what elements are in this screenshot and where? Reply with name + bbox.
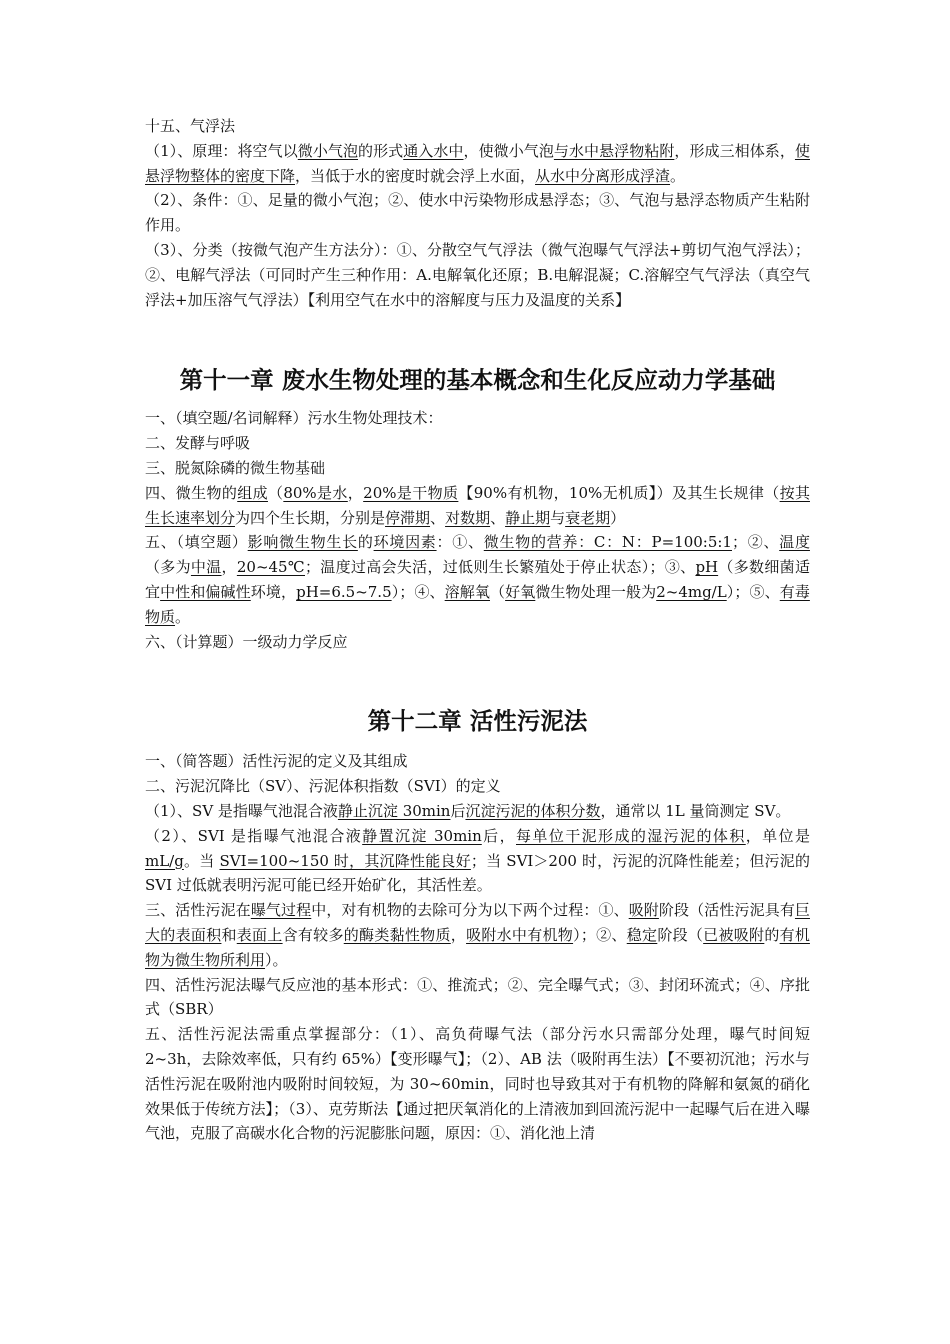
- paragraph: [145, 481, 810, 531]
- underlined-text: 静止期: [505, 508, 551, 527]
- paragraph: [145, 898, 810, 972]
- text-run: ，: [347, 483, 364, 502]
- text-run: 的: [357, 533, 374, 552]
- text-run: ）；②、: [573, 925, 627, 944]
- text-run: 。: [670, 166, 686, 185]
- underlined-text: 静止沉淀 30min: [337, 801, 451, 820]
- text-run: 六、（计算题）一级动力学反应: [145, 632, 348, 651]
- underlined-text: 吸附水中有机物: [466, 925, 574, 944]
- underlined-text: 稳定: [626, 925, 658, 944]
- text-run: 后，: [481, 826, 516, 845]
- text-run: 为四个生长期，分别是: [235, 508, 386, 527]
- paragraph: [145, 630, 810, 655]
- text-run: 中，对有机物的去除可分为以下两个过程：①、: [311, 901, 629, 920]
- text-run: 五、活性污泥法需重点掌握部分：（1）、高负荷曝气法（部分污水只需部分处理，曝气时间短 2~3h，去除效率低，只有约 65%）【变形曝气】；（2）、AB 法（吸附再生法）【不要初沉池；污水与活性污泥在吸附池内吸附时间较短，为 30~60min，同时也导致其对于有机物的降解和氨氮的硝化效果低于传统方法】；（3）、克劳斯法【通过把厌氧消化的上清液加到回流污泥中一起曝气后在进入曝气池，克服了高碳水化合物的污泥膨胀问题，原因：①、消化池上清: [145, 1025, 810, 1143]
- underlined-text: pH: [695, 558, 719, 577]
- chapter-11-body: [145, 406, 810, 654]
- text-run: 四、活性污泥法曝气反应池的基本形式：①、推流式；②、完全曝气式；③、封闭环流式；④、序批式（SBR）: [145, 975, 810, 1019]
- text-run: ，使微小气泡: [463, 141, 554, 160]
- underlined-text: 好氧: [505, 582, 536, 601]
- paragraph: [145, 799, 810, 824]
- text-run: 阶段（活性污泥具有: [658, 901, 795, 920]
- text-run: 。: [175, 607, 191, 626]
- text-run: 后: [450, 801, 466, 820]
- text-run: （2）、SVI 是指曝气池混合液: [145, 826, 363, 845]
- text-run: 和: [221, 925, 237, 944]
- paragraph: [145, 749, 810, 774]
- underlined-text: 环境因素: [373, 533, 437, 552]
- underlined-text: 静置沉淀 30min: [362, 826, 482, 845]
- underlined-text: 20%是干物质: [363, 483, 459, 502]
- paragraph: [145, 238, 810, 312]
- text-run: 二、发酵与呼吸: [145, 434, 251, 453]
- underlined-text: 有机物为微生物所利用: [145, 925, 810, 969]
- underlined-text: 溶解氧: [444, 582, 490, 601]
- underlined-text: 的酶类黏性物质: [343, 925, 451, 944]
- text-run: 。当: [183, 851, 220, 870]
- text-run: ，: [221, 558, 237, 577]
- text-run: 三、活性污泥在: [145, 901, 251, 920]
- text-run: ；②、: [731, 533, 780, 552]
- underlined-text: 已被吸附: [703, 925, 765, 944]
- underlined-text: 与水中悬浮物粘附: [553, 141, 675, 160]
- paragraph: [145, 188, 810, 238]
- section-15-title: 十五、气浮法: [145, 117, 236, 135]
- underlined-text: 80%是水: [283, 483, 348, 502]
- underlined-text: 微小气泡: [297, 141, 359, 160]
- text-run: ，形成三相体系，: [674, 141, 795, 160]
- text-run: （3）、分类（按微气泡产生方法分）：①、分散空气气浮法（微气泡曝气气浮法+剪切气泡气浮法）；②、电解气浮法（可同时产生三种作用：A.电解氧化还原；B.电解混凝；C.溶解空气气浮法（真空气浮法+加压溶气气浮法）【利用空气在水中的溶解度与压力及温度的关系】: [145, 240, 810, 309]
- underlined-text: 停滞期: [385, 508, 431, 527]
- text-run: （2）、条件：①、足量的微小气泡；②、使水中污染物形成悬浮态；③、气泡与悬浮态物质产生粘附作用。: [145, 191, 810, 235]
- text-run: ）。: [265, 950, 288, 969]
- underlined-text: 从水中分离形成浮渣: [535, 166, 671, 185]
- text-run: （多为: [145, 558, 191, 577]
- text-run: ，单位是: [745, 826, 810, 845]
- text-run: 含有较多: [282, 925, 344, 944]
- text-run: 的形式: [358, 141, 404, 160]
- text-run: ，: [450, 925, 467, 944]
- text-run: 四、微生物的: [145, 483, 238, 502]
- text-run: ，通常以 1L 量筒测定 SV。: [600, 801, 791, 820]
- underlined-text: 通入水中: [403, 141, 464, 160]
- underlined-text: 曝气过程: [250, 901, 312, 920]
- text-run: （1）、SV 是指曝气池混合液: [145, 801, 338, 820]
- text-run: 、: [490, 508, 506, 527]
- text-run: ；当 SVI＞200 时，污泥的沉降性能差；但污泥的 SVI 过低就表明污泥可能已经开始矿化，其活性差。: [145, 851, 810, 895]
- text-run: ）: [610, 508, 626, 527]
- text-run: 一、（简答题）活性污泥的定义及其组成: [145, 752, 408, 771]
- paragraph: [145, 139, 810, 189]
- text-run: 环境，: [250, 582, 297, 601]
- text-run: （: [267, 483, 284, 502]
- chapter-12-title: 第十二章 活性污泥法: [367, 707, 588, 736]
- underlined-text: 按其生长速率划分: [145, 483, 810, 527]
- paragraph: [145, 973, 810, 1023]
- underlined-text: mL/g: [145, 851, 184, 870]
- underlined-text: SVI=100~150 时，其沉降性能良好: [219, 851, 471, 870]
- paragraph: [145, 530, 810, 629]
- text-run: 【90%有机物，10%无机质】）及其生长规律（: [458, 483, 780, 502]
- text-run: ）；④、: [391, 582, 445, 601]
- text-run: ；温度过高会失活，过低则生长繁殖处于停止状态）；③、: [305, 558, 696, 577]
- underlined-text: 吸附: [628, 901, 659, 920]
- underlined-text: 衰老期: [565, 508, 611, 527]
- underlined-text: pH=6.5~7.5: [296, 582, 392, 601]
- text-run: ：①、: [436, 533, 484, 552]
- text-run: （: [490, 582, 506, 601]
- text-run: 阶段（: [657, 925, 704, 944]
- text-run: ，当低于水的密度时就会浮上水面，: [295, 166, 536, 185]
- underlined-text: 沉淀污泥的体积分数: [465, 801, 601, 820]
- underlined-text: 温度: [779, 533, 810, 552]
- underlined-text: 表面上: [236, 925, 283, 944]
- underlined-text: 微生物的营养：C：N：P=100:5:1: [483, 533, 732, 552]
- underlined-text: 巨大的表面积: [145, 901, 810, 944]
- text-run: 的: [764, 925, 780, 944]
- underlined-text: 使悬浮物整体的密度下降: [145, 141, 810, 185]
- text-run: 二、污泥沉降比（SV）、污泥体积指数（SVI）的定义: [145, 777, 501, 796]
- underlined-text: 2~4mg/L: [656, 582, 727, 601]
- underlined-text: 有毒物质: [145, 582, 810, 626]
- underlined-text: 中温: [190, 558, 222, 577]
- underlined-text: 20~45℃: [236, 558, 305, 577]
- text-run: 五、（填空题）: [145, 533, 248, 552]
- chapter-11-title: 第十一章 废水生物处理的基本概念和生化反应动力学基础: [179, 366, 776, 395]
- text-run: （多数细菌适宜: [145, 558, 810, 601]
- underlined-text: 影响微生物生长: [247, 533, 358, 552]
- paragraph: [145, 1022, 810, 1146]
- text-run: 一、（填空题/名词解释）污水生物处理技术：: [145, 409, 443, 428]
- chapter-12-body: [145, 749, 810, 1146]
- paragraph: [145, 824, 810, 898]
- underlined-text: 组成: [237, 483, 268, 502]
- paragraph: [145, 774, 810, 799]
- text-run: 与: [550, 508, 566, 527]
- text-run: （1）、原理：将空气以: [145, 141, 298, 160]
- underlined-text: 对数期: [445, 508, 491, 527]
- section-15-body: [145, 139, 810, 313]
- text-run: 微生物处理一般为: [535, 582, 657, 601]
- document-content: [145, 114, 810, 1146]
- paragraph: [145, 456, 810, 481]
- paragraph: [145, 406, 810, 431]
- underlined-text: 每单位干泥形成的湿污泥的体积: [516, 826, 746, 845]
- paragraph: [145, 431, 810, 456]
- text-run: 、: [430, 508, 446, 527]
- underlined-text: 中性和偏碱性: [160, 582, 251, 601]
- text-run: 三、脱氮除磷的微生物基础: [145, 458, 326, 477]
- text-run: ）；⑤、: [726, 582, 780, 601]
